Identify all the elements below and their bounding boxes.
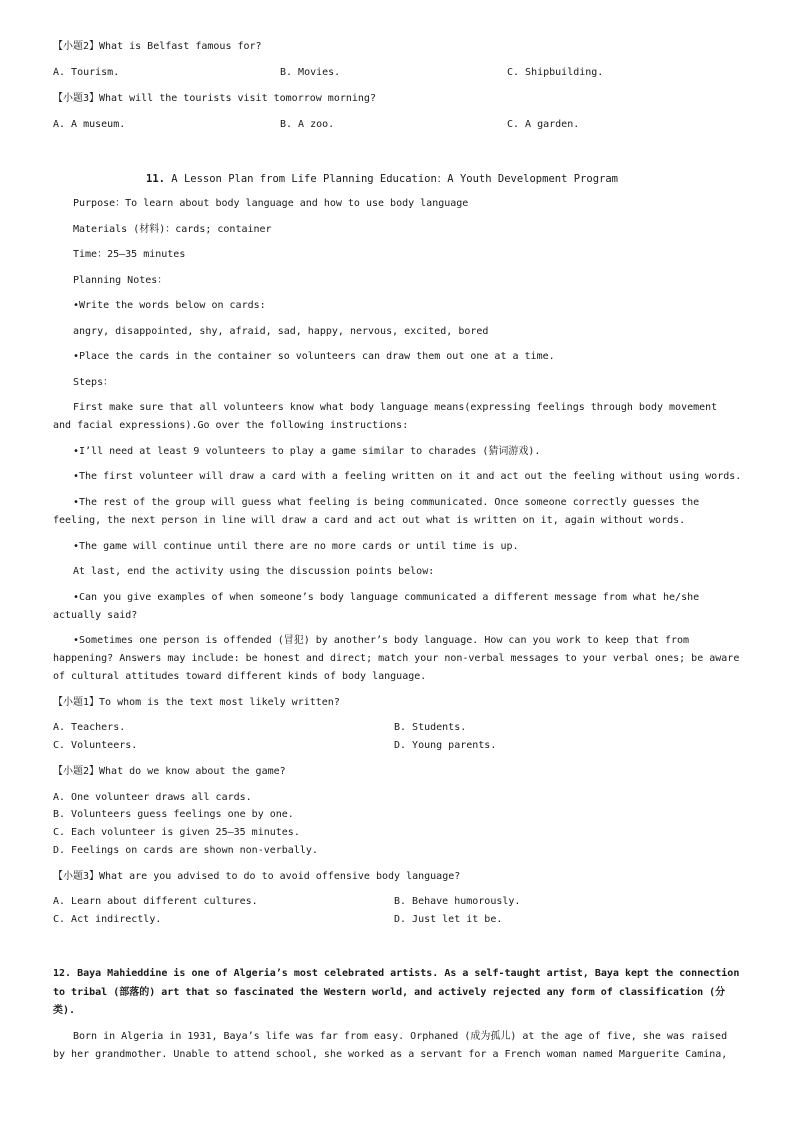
option-c: C. Shipbuilding.: [507, 67, 604, 78]
section-12-paragraph-1: Born in Algeria in 1931, Baya’s life was far from easy. Orphaned (成为孤儿) at the age of five, she was raised by her grandmother. Unable to attend school, she worked as a servant for a French woman named Marguerite Camina,: [53, 1031, 728, 1060]
option-c: C. Each volunteer is given 25—35 minutes.: [53, 827, 300, 838]
instruction-4: •The game will continue until there are no more cards or until time is up.: [73, 541, 519, 552]
section-title-text: A Lesson Plan from Life Planning Education：A Youth Development Program: [171, 173, 618, 185]
at-last-line: At last, end the activity using the discussion points below:: [73, 566, 435, 577]
feeling-words: angry, disappointed, shy, afraid, sad, happy, nervous, excited, bored: [73, 326, 489, 337]
option-a: A. Tourism.: [53, 67, 120, 78]
materials-line: Materials (材料)：cards; container: [73, 224, 272, 235]
steps-heading: Steps：: [73, 377, 114, 388]
option-a: A. Teachers.: [53, 722, 126, 733]
option-d: D. Feelings on cards are shown non-verbally.: [53, 845, 318, 856]
option-b: B. Volunteers guess feelings one by one.: [53, 809, 294, 820]
option-a: A. One volunteer draws all cards.: [53, 792, 252, 803]
question-2-stem: 【小题2】What do we know about the game?: [53, 766, 286, 777]
planning-notes-heading: Planning Notes：: [73, 275, 168, 286]
option-d: D. Young parents.: [394, 740, 497, 751]
question-1-stem: 【小题1】To whom is the text most likely written?: [53, 697, 340, 708]
option-b: B. A zoo.: [280, 119, 335, 130]
bullet-place-cards: •Place the cards in the container so volunteers can draw them out one at a time.: [73, 351, 555, 362]
instruction-3: •The rest of the group will guess what feeling is being communicated. Once someone correctly guesses the feeling, the next person in line will draw a card and act out what is written on it, again without words.: [53, 497, 700, 526]
discussion-point-2: •Sometimes one person is offended (冒犯) by another’s body language. How can you work to keep that from happening? Answers may include: be honest and direct; match your non-verbal messages to your verbal ones; be aware of cultural attitudes toward different kinds of body language.: [53, 635, 740, 682]
option-c: C. Volunteers.: [53, 740, 138, 751]
steps-paragraph: First make sure that all volunteers know what body language means(expressing feelings through body movement and facial expressions).Go over the following instructions:: [53, 402, 718, 431]
option-b: B. Behave humorously.: [394, 896, 521, 907]
discussion-point-1: •Can you give examples of when someone’s body language communicated a different message from what he/she actually said?: [53, 592, 700, 621]
section-number: 11.: [146, 173, 165, 185]
time-line: Time：25—35 minutes: [73, 249, 186, 260]
option-a: A. Learn about different cultures.: [53, 896, 258, 907]
purpose-line: Purpose：To learn about body language and how to use body language: [73, 198, 469, 209]
bullet-write-words: •Write the words below on cards:: [73, 300, 266, 311]
instruction-2: •The first volunteer will draw a card with a feeling written on it and act out the feeling without using words.: [73, 471, 742, 482]
section-12-intro: 12. Baya Mahieddine is one of Algeria’s most celebrated artists. As a self-taught artist, Baya kept the connection to tribal (部落的) art that so fascinated the Western world, and actively rejected any form of classification (分类).: [53, 968, 740, 1016]
question-3-stem: 【小题3】What are you advised to do to avoid offensive body language?: [53, 871, 461, 882]
option-d: D. Just let it be.: [394, 914, 503, 925]
option-a: A. A museum.: [53, 119, 126, 130]
instruction-1: •I’ll need at least 9 volunteers to play a game similar to charades (猜词游戏).: [73, 446, 541, 457]
option-b: B. Students.: [394, 722, 467, 733]
question-2-stem: 【小题2】What is Belfast famous for?: [53, 41, 262, 52]
question-3-stem: 【小题3】What will the tourists visit tomorrow morning?: [53, 93, 376, 104]
section-11-title: [146, 170, 741, 188]
option-b: B. Movies.: [280, 67, 341, 78]
option-c: C. Act indirectly.: [53, 914, 162, 925]
option-c: C. A garden.: [507, 119, 580, 130]
